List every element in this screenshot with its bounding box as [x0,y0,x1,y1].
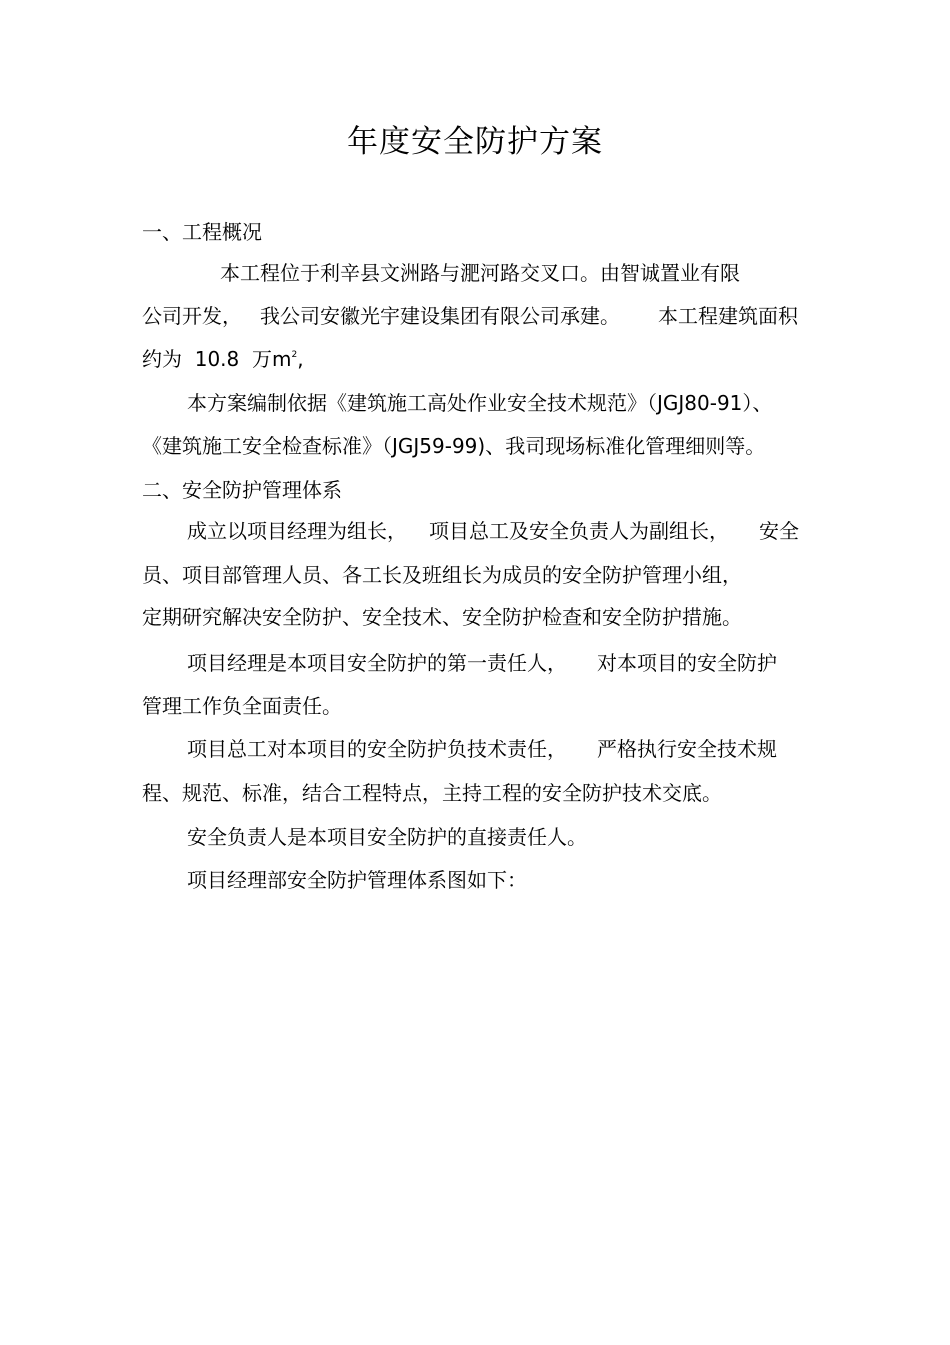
paragraph-line [142,302,798,330]
text-segment: 项目经理是本项目安全防护的第一责任人， [187,651,567,675]
text-segment: 项目总工对本项目的安全防护负技术责任， [187,737,567,761]
text-segment: 项目总工及安全负责人为副组长， [429,519,729,543]
paragraph-line: 本方案编制依据《建筑施工高处作业安全技术规范》（JGJ80-91）、 [187,391,773,415]
paragraph-line: 程、规范、标准，结合工程特点，主持工程的安全防护技术交底。 [142,781,722,805]
paragraph-line: 管理工作负全面责任。 [142,694,342,718]
text-segment: 公司开发， [142,304,242,328]
superscript: 2 [291,350,298,360]
document-title: 年度安全防护方案 [347,124,603,160]
paragraph-line [187,649,777,677]
paragraph-line: 《建筑施工安全检查标准》（JGJ59-99)、我司现场标准化管理细则等。 [142,434,766,458]
section-heading-overview: 一、工程概况 [142,220,262,244]
paragraph-line [187,517,799,545]
text-segment: , [297,347,304,371]
paragraph-line [187,735,777,763]
paragraph-line: 员、项目部管理人员、各工长及班组长为成员的安全防护管理小组， [142,563,742,587]
text-segment: 成立以项目经理为组长， [187,519,407,543]
text-segment: 对本项目的安全防护 [597,651,777,675]
text-segment: 我公司安徽光宇建设集团有限公司承建。 [260,304,620,328]
paragraph-line: 定期研究解决安全防护、安全技术、安全防护检查和安全防护措施。 [142,605,742,629]
paragraph-line [142,345,304,373]
text-segment: 约为 10.8 万m [142,347,292,371]
text-segment: 本工程建筑面积 [658,304,798,328]
paragraph-line: 安全负责人是本项目安全防护的直接责任人。 [187,825,587,849]
paragraph-line: 项目经理部安全防护管理体系图如下： [187,868,527,892]
paragraph-line: 本工程位于利辛县文洲路与淝河路交叉口。由智诚置业有限 [220,261,740,285]
section-heading-management: 二、安全防护管理体系 [142,478,342,502]
text-segment: 安全 [759,519,799,543]
text-segment: 严格执行安全技术规 [597,737,777,761]
